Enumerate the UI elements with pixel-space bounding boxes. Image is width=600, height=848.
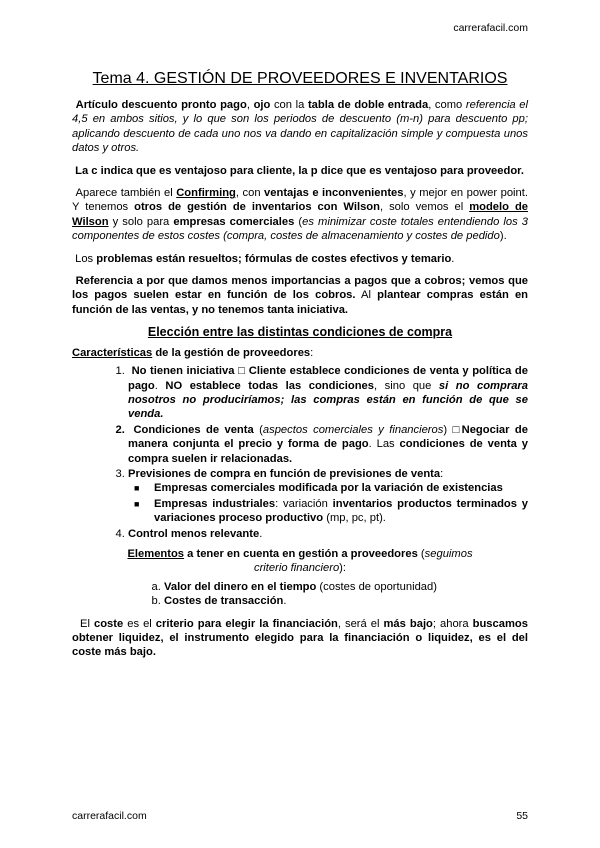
text: Al [355, 289, 378, 302]
text-bold: a tener en cuenta en gestión a proveedores [184, 547, 418, 560]
text: y solo para [108, 215, 174, 228]
text-bold: ventajas e inconvenientes [264, 187, 404, 200]
text: ). [499, 230, 507, 243]
footer-site: carrerafacil.com [72, 810, 147, 822]
text-bold: plantear compras están en función de las ventas, y no tenemos tanta iniciativa. [72, 289, 529, 316]
text-bold: ojo [253, 99, 271, 111]
text: ( [253, 423, 263, 436]
paragraph-elementos [72, 547, 528, 576]
header-site: carrerafacil.com [453, 22, 528, 34]
text: (costes de oportunidad) [316, 580, 437, 593]
text: es el [123, 617, 156, 630]
square-bullet-icon: ■ [134, 483, 140, 494]
text: , como [428, 99, 466, 111]
text: : variación [275, 497, 333, 510]
text-bold: Referencia a por que damos menos importancias a pagos que a cobros; vemos que los pagos suelen estar en función de los cobros. [72, 275, 529, 302]
paragraph-pagos [72, 274, 528, 317]
text: Los [75, 252, 97, 265]
text-bold: inventarios productos terminados y variaciones proceso productivo [154, 497, 528, 525]
text: con la [270, 99, 308, 111]
text-bold: empresas comerciales [173, 215, 295, 228]
paragraph-caracteristicas [72, 346, 528, 360]
text-bold: tabla de doble entrada [307, 99, 429, 111]
text-italic: aspectos comerciales y financieros [262, 423, 444, 436]
text-bold: La c indica que es ventajoso para cliente, la p dice que es ventajoso para proveedor. [75, 164, 525, 177]
text: ) [443, 423, 453, 436]
text-bold: Condiciones de venta [133, 423, 254, 436]
text-bold: problemas están resueltos; fórmulas de costes efectivos y temario [96, 252, 452, 265]
text-bold: condiciones de venta y compra suelen ir relacionadas. [128, 438, 528, 465]
text: . Las [368, 438, 400, 451]
paragraph-descuento [72, 98, 528, 156]
document-body [72, 98, 528, 668]
paragraph-ventajoso [72, 164, 528, 178]
elements-list [72, 580, 528, 609]
list-item [128, 364, 528, 422]
text-bold: No tienen iniciativa [131, 365, 238, 378]
box-glyph: □ [237, 365, 246, 378]
box-glyph: □ [452, 423, 462, 436]
text-bold-underline: Elementos [127, 547, 185, 560]
list-item [164, 580, 528, 594]
text: Aparece también el [75, 187, 177, 200]
list-item [128, 467, 528, 526]
sub-list-item [134, 481, 528, 495]
text: , será el [337, 617, 384, 630]
text: : [440, 467, 444, 480]
text: ; ahora [432, 617, 473, 630]
text-bold: Artículo descuento pronto pago [75, 99, 247, 111]
text-bold-italic: si no comprara nosotros no produciríamos; las compras están en función de que se venda. [128, 379, 528, 421]
list-item [164, 594, 528, 608]
paragraph-problemas [72, 252, 528, 266]
text: El [80, 617, 94, 630]
text: , [246, 99, 254, 111]
page-number: 55 [516, 810, 528, 822]
text-bold: Cliente establece condiciones de venta y política de pago [128, 365, 528, 392]
text-italic: es minimizar coste totales entendiendo los 3 componentes de estos costes (compra, costes de almacenamiento y costes de pedido [72, 215, 528, 243]
characteristics-list [72, 364, 528, 541]
list-item [128, 423, 528, 466]
text: , solo vemos el [379, 201, 470, 214]
sub-list-item [134, 497, 528, 526]
text: , con [235, 187, 265, 200]
text-italic: referencia el 4,5 en ambos sitios, y lo que son los periodos de descuento (m-n) para descuento pp; aplicando descuento de cada uno nos va dando en capitalización simple y compuesta unos datos y otros. [72, 99, 528, 155]
text-bold: de la gestión de proveedores [152, 346, 311, 359]
text-bold: Negociar de manera conjunta el precio y forma de pago [128, 423, 528, 451]
text: ( [294, 215, 303, 228]
sub-list [128, 481, 528, 525]
text: . [451, 252, 455, 265]
text-bold: Control menos relevante [128, 527, 260, 540]
text: ( [417, 547, 425, 560]
text: . [259, 527, 263, 540]
text-bold-underline: modelo de Wilson [72, 201, 528, 228]
text-bold: Previsiones de compra en función de previsiones de venta [128, 467, 441, 480]
paragraph-coste [72, 617, 528, 660]
text-bold: Costes de transacción [164, 595, 284, 608]
text: , y mejor en power point. Y tenemos [72, 187, 528, 214]
text: (mp, pc, pt). [323, 512, 386, 525]
text: , sino que [374, 379, 439, 392]
text-bold-underline: Características [72, 346, 153, 359]
text-bold: NO establece todas las condiciones [165, 379, 374, 392]
text-bold-underline: Confirming [176, 187, 236, 200]
text-italic: seguimos criterio financiero [253, 547, 473, 575]
text-bold: buscamos obtener liquidez, el instrumento elegido para la financiación o liquidez, es el del coste más bajo. [72, 617, 528, 659]
text: . [154, 379, 166, 392]
section-heading: Elección entre las distintas condiciones de compra [147, 325, 453, 340]
list-item [128, 527, 528, 541]
text-bold: Empresas industriales [154, 497, 276, 510]
square-bullet-icon: ■ [134, 498, 140, 509]
paragraph-confirming [72, 186, 528, 244]
text: . [283, 595, 287, 608]
text-bold: Valor del dinero en el tiempo [164, 580, 317, 593]
page-title: Tema 4. GESTIÓN DE PROVEEDORES E INVENTARIOS [92, 70, 508, 87]
text-bold: criterio para elegir la financiación [155, 617, 338, 630]
text: : [310, 346, 314, 359]
text-bold: Empresas comerciales modificada por la variación de existencias [154, 482, 503, 495]
text: ): [339, 562, 347, 575]
text-bold: coste [94, 617, 124, 630]
text-bold: otros de gestión de inventarios con Wilson [134, 201, 380, 214]
text-bold: más bajo [383, 617, 433, 630]
